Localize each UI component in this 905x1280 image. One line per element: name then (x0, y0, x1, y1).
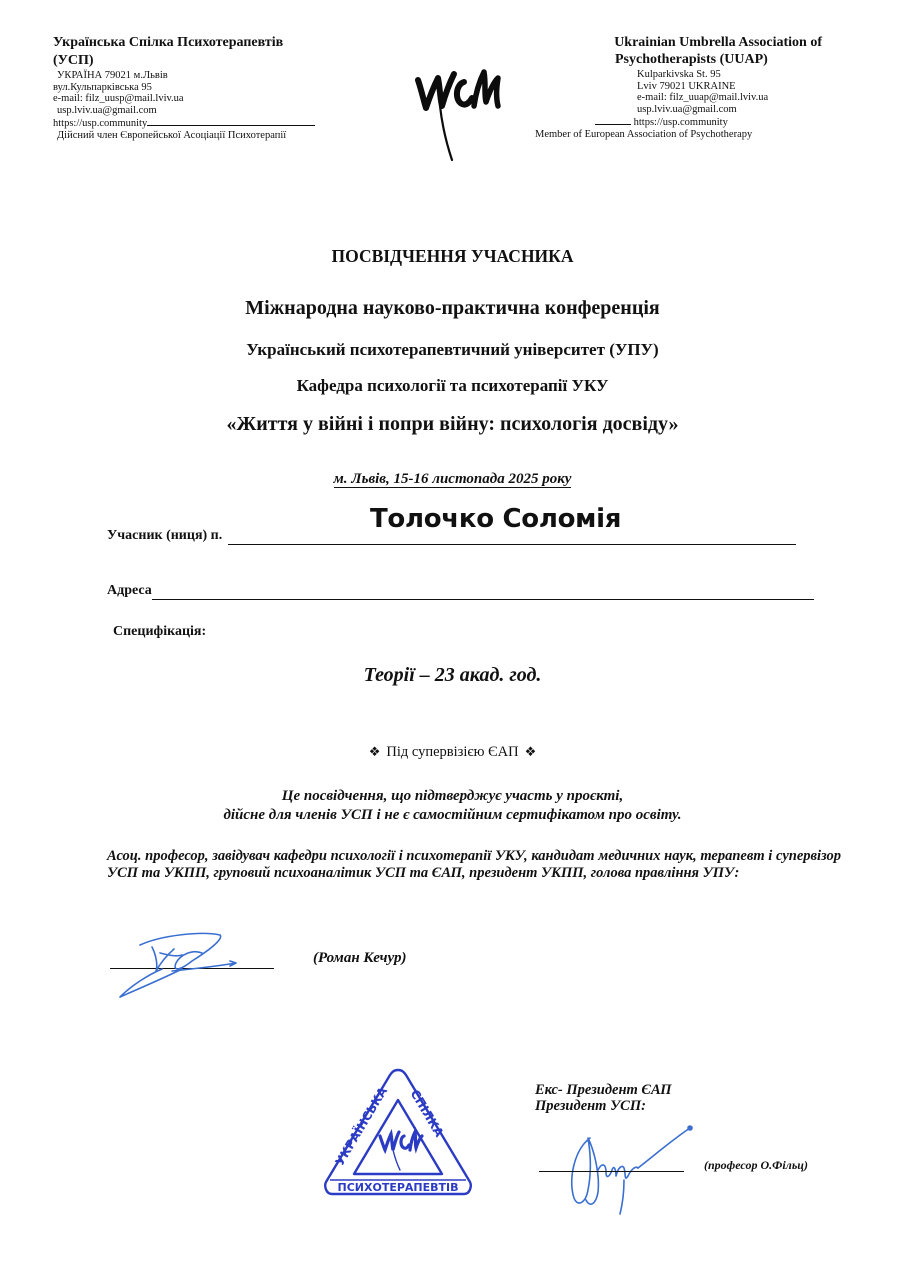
specification-label: Специфікація: (113, 624, 207, 639)
certificate-title: ПОСВІДЧЕННЯ УЧАСНИКА (331, 246, 574, 266)
signatory2-role1: Екс- Президент ЄАП (535, 1082, 672, 1098)
address-line2-ua: вул.Кульпарківська 95 (53, 81, 152, 93)
stamp-text-left: УКРАЇНСЬКА (332, 1084, 391, 1169)
stamp-text-bottom: ПСИХОТЕРАПЕВТІВ (337, 1181, 459, 1194)
place-date (0, 471, 905, 488)
stamp-text-right: СПІЛКА (407, 1087, 447, 1140)
email2-ua: usp.lviv.ua@gmail.com (57, 104, 157, 116)
usp-monogram-logo-icon (412, 62, 502, 162)
signatory1-name: (Роман Кечур) (313, 950, 407, 966)
organization-stamp-icon (318, 1064, 478, 1202)
conference-title: «Життя у війні і попри війну: психологія досвіду» (226, 413, 679, 435)
place-date-text: м. Львів, 15-16 листопада 2025 року (333, 471, 572, 487)
organizer-university: Український психотерапевтичний університет (УПУ) (246, 340, 659, 359)
signatory1-titles: Асоц. професор, завідувач кафедри психології і психотерапії УКУ, кандидат медичних наук, терапевт і супервізор УСП та УКПП, груповий психоаналітик УСП та ЄАП, президент УКПП, голова правління УПУ: (107, 848, 841, 881)
email1-en: e-mail: filz_uuap@mail.lviv.ua (637, 92, 769, 104)
email2-en: usp.lviv.ua@gmail.com (637, 103, 737, 115)
email1-ua: e-mail: filz_uusp@mail.lviv.ua (53, 93, 184, 105)
note-line1: Це посвідчення, що підтверджує участь у проєкті, (281, 788, 624, 804)
note-line2: дійсне для членів УСП і не є самостійним сертифікатом про освіту. (223, 807, 682, 823)
conference-type: Міжнародна науково-практична конференція (245, 297, 660, 319)
participant-field (107, 528, 796, 545)
address-line1-ua: УКРАЇНА 79021 м.Львів (57, 70, 168, 81)
supervision-text: Під супервізією ЄАП (386, 744, 519, 760)
signature-filts-icon (560, 1110, 700, 1215)
org-name-en-line1: Ukrainian Umbrella Association of (614, 35, 822, 50)
participant-underline (228, 528, 796, 545)
underline-divider (595, 115, 631, 125)
signature-line-2 (539, 1171, 684, 1172)
participant-label: Учасник (ниця) п. (107, 528, 223, 543)
underline-divider (147, 116, 315, 126)
website-ua: https://usp.community (53, 118, 148, 130)
org-abbr-ua: (УСП) (53, 53, 94, 68)
certificate-note (0, 787, 905, 825)
membership-en: Member of European Association of Psychotherapy (535, 128, 753, 140)
signatory2-role2: Президент УСП: (535, 1098, 646, 1114)
org-name-ua: Українська Спілка Психотерапевтів (53, 35, 284, 50)
header-left (53, 34, 383, 142)
address-field (107, 583, 814, 600)
signatory2-name: (професор О.Фільц) (704, 1158, 808, 1172)
website-en: https://usp.community (633, 117, 728, 129)
address-line1-en: Kulparkivska St. 95 (637, 69, 721, 80)
address-label: Адреса (107, 583, 152, 598)
header-right (520, 34, 830, 141)
org-name-en-line2: Psychotherapists (UUAP) (615, 52, 768, 67)
stamp-monogram-icon (380, 1132, 422, 1170)
signature-kechur-icon (112, 925, 242, 1000)
membership-ua: Дійсний член Європейської Асоціації Психотерапії (57, 129, 287, 141)
diamond-ornament-icon: ❖ (368, 744, 381, 759)
supervision-line (0, 744, 905, 761)
specification-value: Теорії – 23 акад. год. (363, 664, 542, 686)
address-underline (152, 583, 814, 600)
participant-name: Толочко Соломія (370, 504, 622, 534)
diamond-ornament-icon: ❖ (524, 744, 537, 759)
address-line2-en: Lviv 79021 UKRAINE (637, 80, 736, 92)
organizer-department: Кафедра психології та психотерапії УКУ (296, 376, 609, 395)
